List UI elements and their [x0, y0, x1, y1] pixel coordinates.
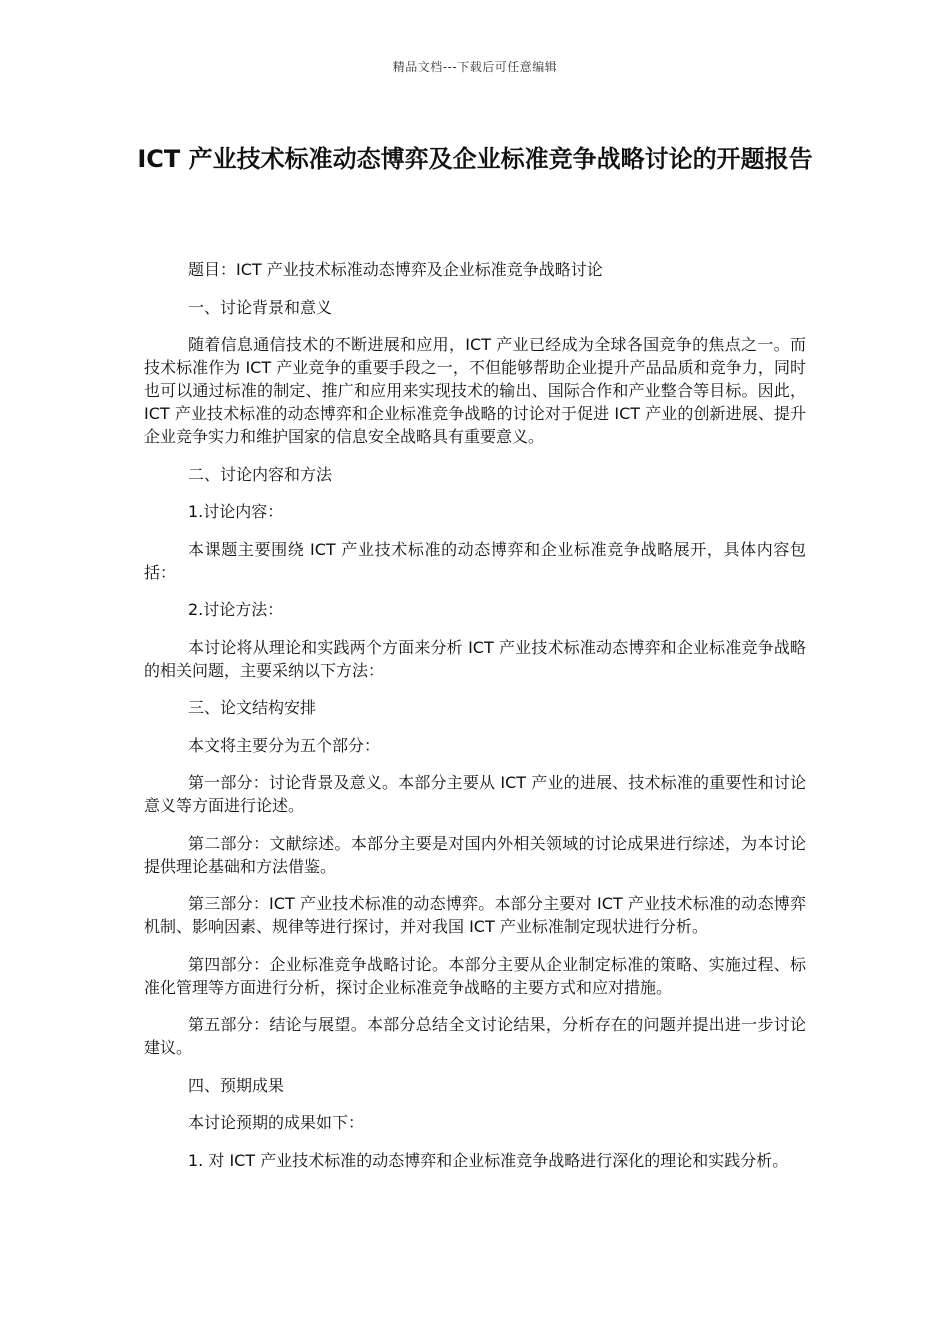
subheading-methods: 2.讨论方法：	[188, 600, 284, 619]
header-note: 精品文档---下载后可任意编辑	[392, 60, 558, 74]
paragraph-part-three: 第三部分：ICT 产业技术标准的动态博弈。本部分主要对 ICT 产业技术标准的动态博弈机制、影响因素、规律等进行探讨，并对我国 ICT 产业标准制定现状进行分析。	[144, 894, 806, 936]
subheading-content: 1.讨论内容：	[188, 502, 284, 521]
document-body	[144, 258, 806, 1186]
document-title: ICT 产业技术标准动态博弈及企业标准竞争战略讨论的开题报告	[137, 145, 813, 173]
paragraph-part-five: 第五部分：结论与展望。本部分总结全文讨论结果，分析存在的问题并提出进一步讨论建议。	[144, 1015, 806, 1057]
section-heading-background: 一、讨论背景和意义	[188, 297, 333, 317]
section-heading-structure: 三、论文结构安排	[188, 698, 317, 717]
section-heading-outcomes: 四、预期成果	[188, 1075, 285, 1095]
paragraph-part-four: 第四部分：企业标准竞争战略讨论。本部分主要从企业制定标准的策略、实施过程、标准化管理等方面进行分析，探讨企业标准竞争战略的主要方式和应对措施。	[144, 954, 806, 997]
paragraph-outcomes-intro: 本讨论预期的成果如下：	[188, 1113, 365, 1132]
paragraph-part-one: 第一部分：讨论背景及意义。本部分主要从 ICT 产业的进展、技术标准的重要性和讨论意义等方面进行论述。	[144, 773, 806, 815]
section-heading-content-methods: 二、讨论内容和方法	[188, 464, 333, 484]
paragraph-part-two: 第二部分：文献综述。本部分主要是对国内外相关领域的讨论成果进行综述，为本讨论提供理论基础和方法借鉴。	[144, 833, 806, 876]
paragraph-background: 随着信息通信技术的不断进展和应用，ICT 产业已经成为全球各国竞争的焦点之一。而技术标准作为 ICT 产业竞争的重要手段之一，不但能够帮助企业提升产品品质和竞争力，同时也可以通过标准的制定、推广和应用来实现技术的输出、国际合作和产业整合等目标。因此，ICT 产业技术标准的动态博弈和企业标准竞争战略的讨论对于促进 ICT 产业的创新进展、提升企业竞争实力和维护国家的信息安全战略具有重要意义。	[144, 335, 806, 446]
topic-line: 题目：ICT 产业技术标准动态博弈及企业标准竞争战略讨论	[188, 260, 603, 279]
paragraph-content: 本课题主要围绕 ICT 产业技术标准的动态博弈和企业标准竞争战略展开，具体内容包括：	[144, 539, 806, 582]
paragraph-methods: 本讨论将从理论和实践两个方面来分析 ICT 产业技术标准动态博弈和企业标准竞争战略的相关问题，主要采纳以下方法：	[144, 637, 806, 680]
paragraph-outcome-one: 1. 对 ICT 产业技术标准的动态博弈和企业标准竞争战略进行深化的理论和实践分析。	[188, 1150, 789, 1170]
paragraph-structure-intro: 本文将主要分为五个部分：	[188, 735, 381, 755]
